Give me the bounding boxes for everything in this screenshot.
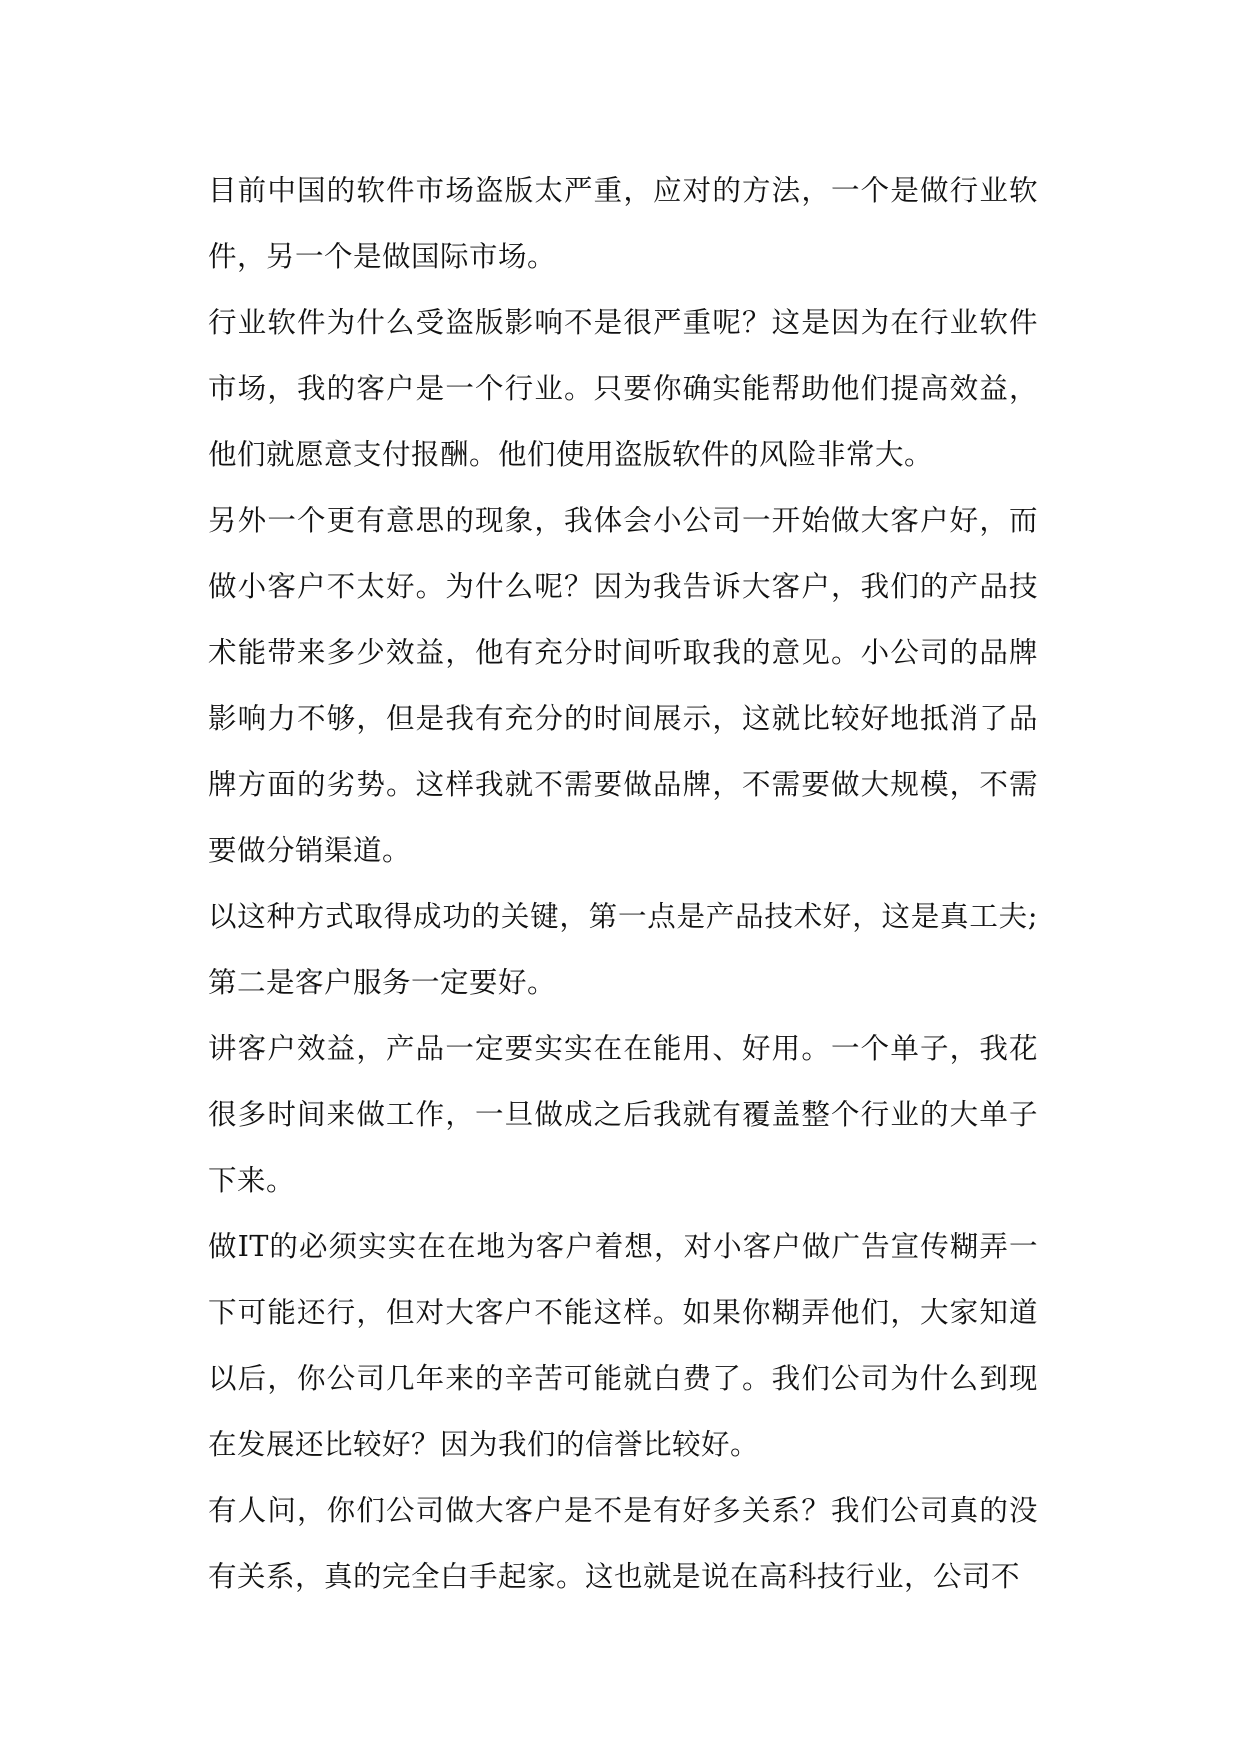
paragraph-7: 有人问，你们公司做大客户是不是有好多关系？我们公司真的没有关系，真的完全白手起家。这也就是说在高科技行业，公司不 — [208, 1494, 1038, 1593]
paragraph-3: 另外一个更有意思的现象，我体会小公司一开始做大客户好，而做小客户不太好。为什么呢？因为我告诉大客户，我们的产品技术能带来多少效益，他有充分时间听取我的意见。小公司的品牌影响力不够，但是我有充分的时间展示，这就比较好地抵消了品牌方面的劣势。这样我就不需要做品牌，不需要做大规模，不需要做分销渠道。 — [208, 504, 1038, 867]
paragraph-6: 做IT的必须实实在在地为客户着想，对小客户做广告宣传糊弄一下可能还行，但对大客户不能这样。如果你糊弄他们，大家知道以后，你公司几年来的辛苦可能就白费了。我们公司为什么到现在发展还比较好？因为我们的信誉比较好。 — [208, 1230, 1038, 1461]
paragraph-1: 目前中国的软件市场盗版太严重，应对的方法，一个是做行业软件，另一个是做国际市场。 — [208, 174, 1038, 273]
document-body — [208, 158, 1038, 1610]
paragraph-4: 以这种方式取得成功的关键，第一点是产品技术好，这是真工夫;第二是客户服务一定要好。 — [208, 900, 1038, 999]
paragraph-5: 讲客户效益，产品一定要实实在在能用、好用。一个单子，我花很多时间来做工作，一旦做成之后我就有覆盖整个行业的大单子下来。 — [208, 1032, 1038, 1197]
paragraph-2: 行业软件为什么受盗版影响不是很严重呢？这是因为在行业软件市场，我的客户是一个行业。只要你确实能帮助他们提高效益，他们就愿意支付报酬。他们使用盗版软件的风险非常大。 — [208, 306, 1038, 471]
